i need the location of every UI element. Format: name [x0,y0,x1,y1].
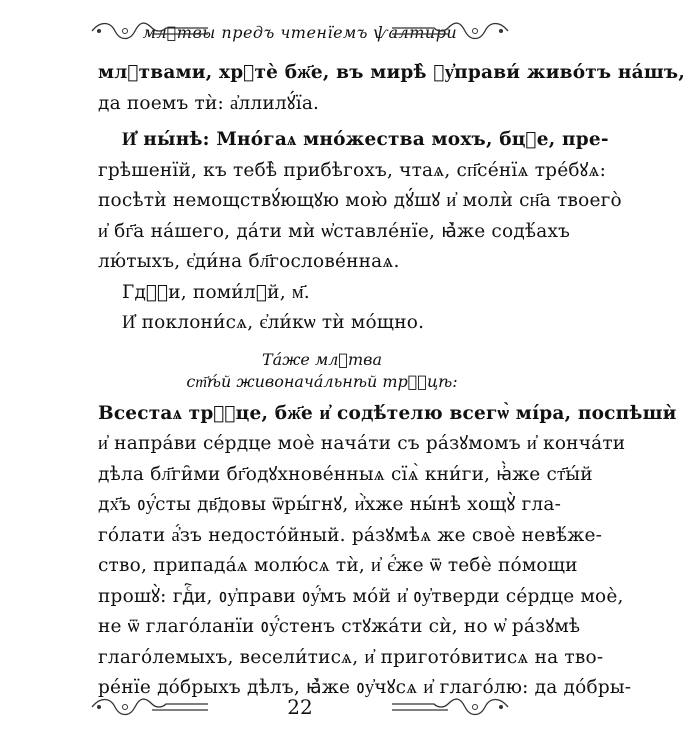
text-line: Гдⷭ҇и, поми́лꙋй, м҃. [122,281,310,303]
text-line: да поемъ тѝ: а҆ллилꙋ́їа. [98,92,320,114]
text-line: И҆ ны́нѣ: Мно́гаѧ мно́жества мохъ, бцⷣе, пре- [122,129,609,150]
text-line: не ѿ глаго́ланїи ᲂу҆́стенъ стꙋжа́ти сѝ, но ѡ҆ ра́зꙋмѣ [98,616,581,637]
scroll-ornament-icon [90,692,210,722]
page-footer [90,692,510,722]
running-title: млⷮтвы предъ чтенїемъ ѱалтири [142,22,458,42]
subheading-line: Та́же млⷮтва [261,349,383,369]
text-line: дѣла бл҃ги̑ми бг҃одꙋхнове́нныѧ сїѧ̀ кни́ги, ꙗ҆̀же ст҃ы́й [98,463,593,485]
text-line: го́лати а҆́зъ недосто́йный. ра́зꙋмѣѧ же своѐ невѣ́же- [98,524,603,546]
text-line: лю́тыхъ, є҆ди́на бл҃гослове́ннаѧ. [98,251,400,272]
text-line: глаго́лемыхъ, весели́тисѧ, и҆ пригото́витисѧ на тво- [98,646,604,668]
body-text [98,58,685,704]
page-header [90,16,510,46]
text-line: прошꙋ̀: гдⷭ҇и, ᲂу҆прави ᲂу҆́мъ мо́й и҆ ᲂу҆тверди се́рдце моѐ, [98,585,624,607]
subheading-line: ст҃ѣ́й живонача́льнѣй трⷪ҇цѣ: [186,371,458,391]
text-line: ре́нїе до́брыхъ дѣлъ, ꙗ҆̀же ᲂу҆чꙋсѧ и҆ глаго́лю: да до́бры- [98,677,632,698]
text-line: ство, припада́ѧ молю́сѧ тѝ, и҆ є҆́же ѿ тебѐ по́мощи [98,555,578,576]
text-line: и҆ бг҃а на́шего, да́ти мѝ ѡ҆ставле́нїе, ꙗ҆̀же содѣ́ахъ [98,220,571,242]
scroll-ornament-icon [90,16,210,46]
text-line: И҆ поклони́сѧ, є҆ли́кѡ тѝ мо́щно. [122,312,425,333]
text-line: и҆ напра́ви се́рдце моѐ нача́ти съ ра́зꙋмомъ и҆ конча́ти [98,433,626,454]
text-line: дх҃ъ ᲂу҆́сты дв҃довы ѿры́гнꙋ, и҆̀хже ны́нѣ хощꙋ̀ гла- [98,494,562,515]
text-line: Всестаѧ трⷪ҇це, бж҃е и҆ содѣ́телю всегѡ̀ мі́ра, поспѣшѝ [98,402,677,424]
text-line: посѣтѝ немощствꙋ́ющꙋю мою̀ дꙋ́шꙋ и҆ молѝ сн҃а твоего̀ [98,190,622,211]
scroll-ornament-icon [390,16,510,46]
text-line: грѣшенїй, къ тебѣ̀ прибѣгохъ, чтаѧ, сп҃се́нїѧ тре́бꙋѧ: [98,159,607,181]
prayer-heading [98,349,546,393]
page-number: 22 [287,695,313,719]
text-line: млⷮтвами, хрⷮтѐ бж҃е, въ мирѣ̀ ᲂу҆прави́ живо́тъ на́шъ, [98,62,685,83]
scroll-ornament-icon [390,692,510,722]
